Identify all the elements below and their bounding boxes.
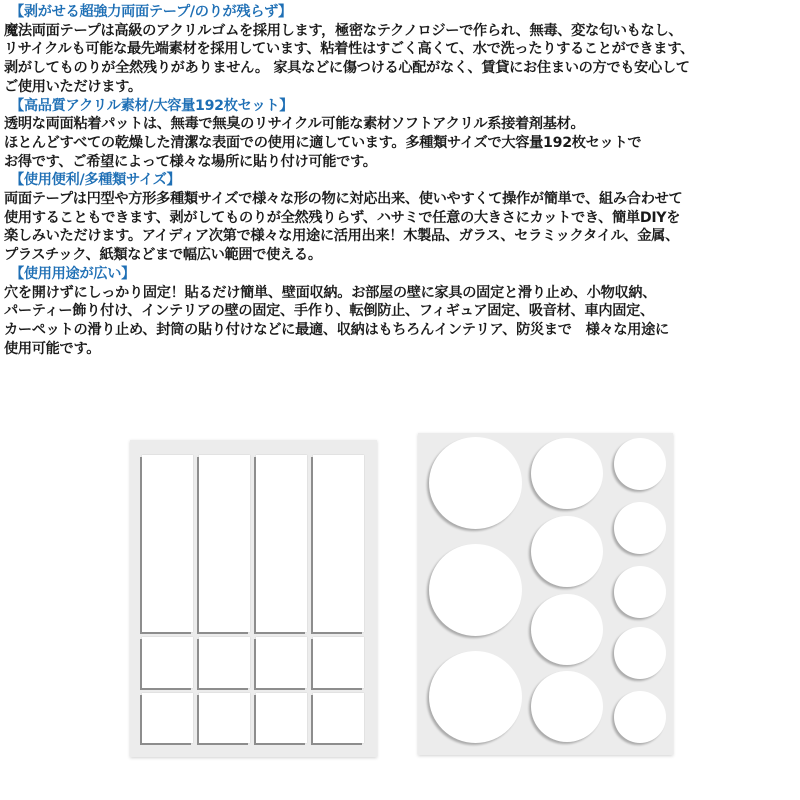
section-heading-material: 【高品質アクリル素材/大容量192枚セット】 (10, 97, 294, 114)
section-line: 穴を開けずにしっかり固定！貼るだけ簡単、壁面収納。お部屋の壁に家具の固定と滑り止め、小物収納、 (4, 284, 657, 301)
section-line: ほとんどすべての乾燥した清潔な表面での使用に適しています。多種類サイズで大容量192枚セットで (4, 134, 642, 151)
section-line: プラスチック、紙類などまで幅広い範囲で使える。 (4, 247, 322, 264)
large-circle-pad (429, 544, 522, 636)
section-line: パーティー飾り付け、インテリアの壁の固定、手作り、転倒防止、フィギュア固定、吸音材、車内固定、 (4, 303, 654, 320)
section-line: 使用することもできます、剥がしてものりが全然残りらず、ハサミで任意の大きさにカットでき、簡単DIYを (4, 209, 681, 226)
tall-strip-pad (199, 455, 250, 632)
circle-pad-sheet (418, 433, 673, 755)
rectangle-pad-sheet (130, 440, 377, 757)
tall-strip-pad (142, 455, 193, 632)
square-pad (313, 637, 364, 688)
small-circle-pad (614, 438, 666, 490)
section-heading-convenience: 【使用便利/多種類サイズ】 (10, 172, 181, 189)
square-pad (256, 693, 307, 743)
medium-circle-pad (531, 594, 603, 665)
section-line: カーペットの滑り止め、封筒の貼り付けなどに最適、収納はもちろんインテリア、防災まで 様々な用途に (4, 321, 669, 338)
small-circle-pad (614, 502, 666, 554)
description-text (4, 3, 800, 358)
section-heading-removable: 【剥がせる超強力両面テープ/のりが残らず】 (10, 4, 292, 20)
section-line: 剥がしてものりが全然残りがありません。 家具などに傷つける心配がなく、賃貸にお住まいの方でも安心して (4, 60, 690, 77)
section-heading-uses: 【使用用途が広い】 (10, 265, 135, 282)
section-line: リサイクルも可能な最先端素材を採用しています、粘着性はすごく高くて、水で洗ったりすることができます、 (4, 41, 694, 58)
small-circle-pad (614, 691, 666, 743)
small-circle-pad (614, 627, 666, 679)
square-pad (256, 637, 307, 688)
medium-circle-pad (531, 516, 603, 587)
section-line: 楽しみいただけます。アイディア次第で様々な用途に活用出来！木製品、ガラス、セラミックタイル、金属、 (4, 228, 679, 245)
section-line: 透明な両面粘着パットは、無毒で無臭のリサイクル可能な素材ソフトアクリル系接着剤基材。 (4, 116, 585, 133)
section-line: 魔法両面テープは高級のアクリルゴムを採用します，極密なテクノロジーで作られ、無毒、変な匂いもなし、 (4, 22, 683, 39)
section-line: 両面テープは円型や方形多種類サイズで様々な形の物に対応出来、使いやすくて操作が簡単で、組み合わせて (4, 191, 683, 208)
square-pad (199, 637, 250, 688)
medium-circle-pad (531, 438, 603, 509)
square-pad (142, 637, 193, 688)
small-circle-pad (614, 566, 666, 618)
medium-circle-pad (531, 671, 603, 742)
large-circle-pad (429, 651, 522, 743)
square-pad (313, 693, 364, 743)
square-pad (199, 693, 250, 743)
tall-strip-pad (313, 455, 364, 632)
tall-strip-pad (256, 455, 307, 632)
large-circle-pad (429, 437, 522, 529)
section-line: ご使用いただけます。 (4, 78, 142, 95)
section-line: 使用可能です。 (4, 340, 101, 357)
section-line: お得です、ご希望によって様々な場所に貼り付け可能です。 (4, 153, 377, 170)
square-pad (142, 693, 193, 743)
